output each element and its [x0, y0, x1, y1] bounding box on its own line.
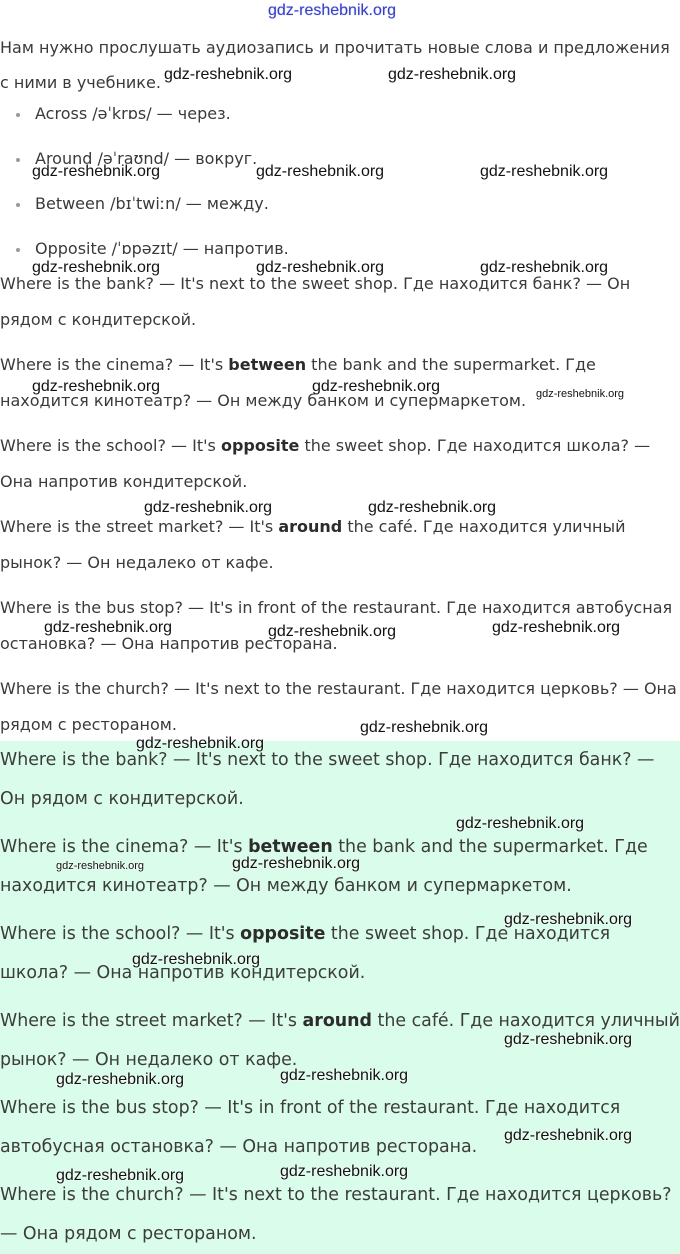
watermark: gdz-reshebnik.org — [144, 499, 273, 516]
vocab-item: Opposite /ˈɒpəzɪt/ — напротив. — [16, 231, 289, 276]
watermark: gdz-reshebnik.org — [56, 860, 145, 872]
sentence-item: Where is the church? — It's next to the restaurant. Где находится церковь? — Она рядом с рестораном. — [0, 679, 677, 734]
watermark: gdz-reshebnik.org — [256, 259, 385, 276]
answer-item: Where is the school? — It's opposite the sweet shop. Где находится школа? — Она напротив кондитерской. — [0, 924, 611, 983]
vocabulary-list — [16, 96, 289, 276]
answer-item: Where is the church? — It's next to the restaurant. Где находится церковь? — Она рядом с рестораном. — [0, 1185, 672, 1244]
watermark: gdz-reshebnik.org — [480, 259, 609, 276]
answer-item: Where is the bus stop? — It's in front of the restaurant. Где находится автобусная остановка? — Она напротив ресторана. — [0, 1098, 621, 1157]
watermark: gdz-reshebnik.org — [312, 378, 441, 395]
watermark: gdz-reshebnik.org — [56, 1167, 185, 1184]
watermark: gdz-reshebnik.org — [492, 619, 621, 636]
watermark: gdz-reshebnik.org — [256, 163, 385, 180]
answer-item: Where is the bank? — It's next to the sweet shop. Где находится банк? — Он рядом с кондитерской. — [0, 750, 655, 809]
watermark: gdz-reshebnik.org — [232, 855, 361, 872]
watermark: gdz-reshebnik.org — [32, 378, 161, 395]
sentence-item: Where is the cinema? — It's between the bank and the supermarket. Где находится кинотеатр? — Он между банком и супермаркетом. — [0, 355, 596, 410]
sentence-item: Where is the bank? — It's next to the sweet shop. Где находится банк? — Он рядом с кондитерской. — [0, 274, 631, 329]
watermark: gdz-reshebnik.org — [280, 1163, 409, 1180]
watermark: gdz-reshebnik.org — [504, 1127, 633, 1144]
answer-item: Where is the cinema? — It's between the bank and the supermarket. Где находится кинотеатр? — Он между банком и супермаркетом. — [0, 837, 648, 896]
watermark: gdz-reshebnik.org — [164, 66, 293, 83]
watermark: gdz-reshebnik.org — [44, 619, 173, 636]
watermark: gdz-reshebnik.org — [360, 719, 489, 736]
answer-item: Where is the street market? — It's around the café. Где находится уличный рынок? — Он недалеко от кафе. — [0, 1011, 680, 1070]
sentence-item: Where is the school? — It's opposite the sweet shop. Где находится школа? — Она напротив кондитерской. — [0, 436, 651, 491]
watermark: gdz-reshebnik.org — [480, 163, 609, 180]
vocab-item: Across /əˈkrɒs/ — через. — [16, 96, 289, 141]
watermark: gdz-reshebnik.org — [368, 499, 497, 516]
sentence-item: Where is the bus stop? — It's in front of the restaurant. Где находится автобусная остановка? — Она напротив ресторана. — [0, 598, 673, 653]
watermark: gdz-reshebnik.org — [132, 951, 261, 968]
intro-paragraph — [0, 30, 680, 100]
watermark: gdz-reshebnik.org — [504, 911, 633, 928]
watermark: gdz-reshebnik.org — [456, 815, 585, 832]
watermark: gdz-reshebnik.org — [32, 163, 161, 180]
watermark: gdz-reshebnik.org — [268, 623, 397, 640]
watermark: gdz-reshebnik.org — [388, 66, 517, 83]
watermark: gdz-reshebnik.org — [56, 1071, 185, 1088]
intro-line-1: Нам нужно прослушать аудиозапись и прочитать новые слова и предложения — [0, 38, 670, 57]
vocab-item: Around /əˈraʊnd/ — вокруг. — [16, 141, 289, 186]
site-watermark-header: gdz-reshebnik.org — [268, 2, 397, 19]
watermark: gdz-reshebnik.org — [136, 735, 265, 752]
watermark: gdz-reshebnik.org — [280, 1067, 409, 1084]
intro-line-2: с ними в учебнике. — [0, 73, 161, 92]
watermark: gdz-reshebnik.org — [32, 259, 161, 276]
watermark: gdz-reshebnik.org — [536, 388, 625, 400]
vocab-item: Between /bɪˈtwiːn/ — между. — [16, 186, 289, 231]
sentence-item: Where is the street market? — It's around the café. Где находится уличный рынок? — Он недалеко от кафе. — [0, 517, 626, 572]
watermark: gdz-reshebnik.org — [504, 1031, 633, 1048]
